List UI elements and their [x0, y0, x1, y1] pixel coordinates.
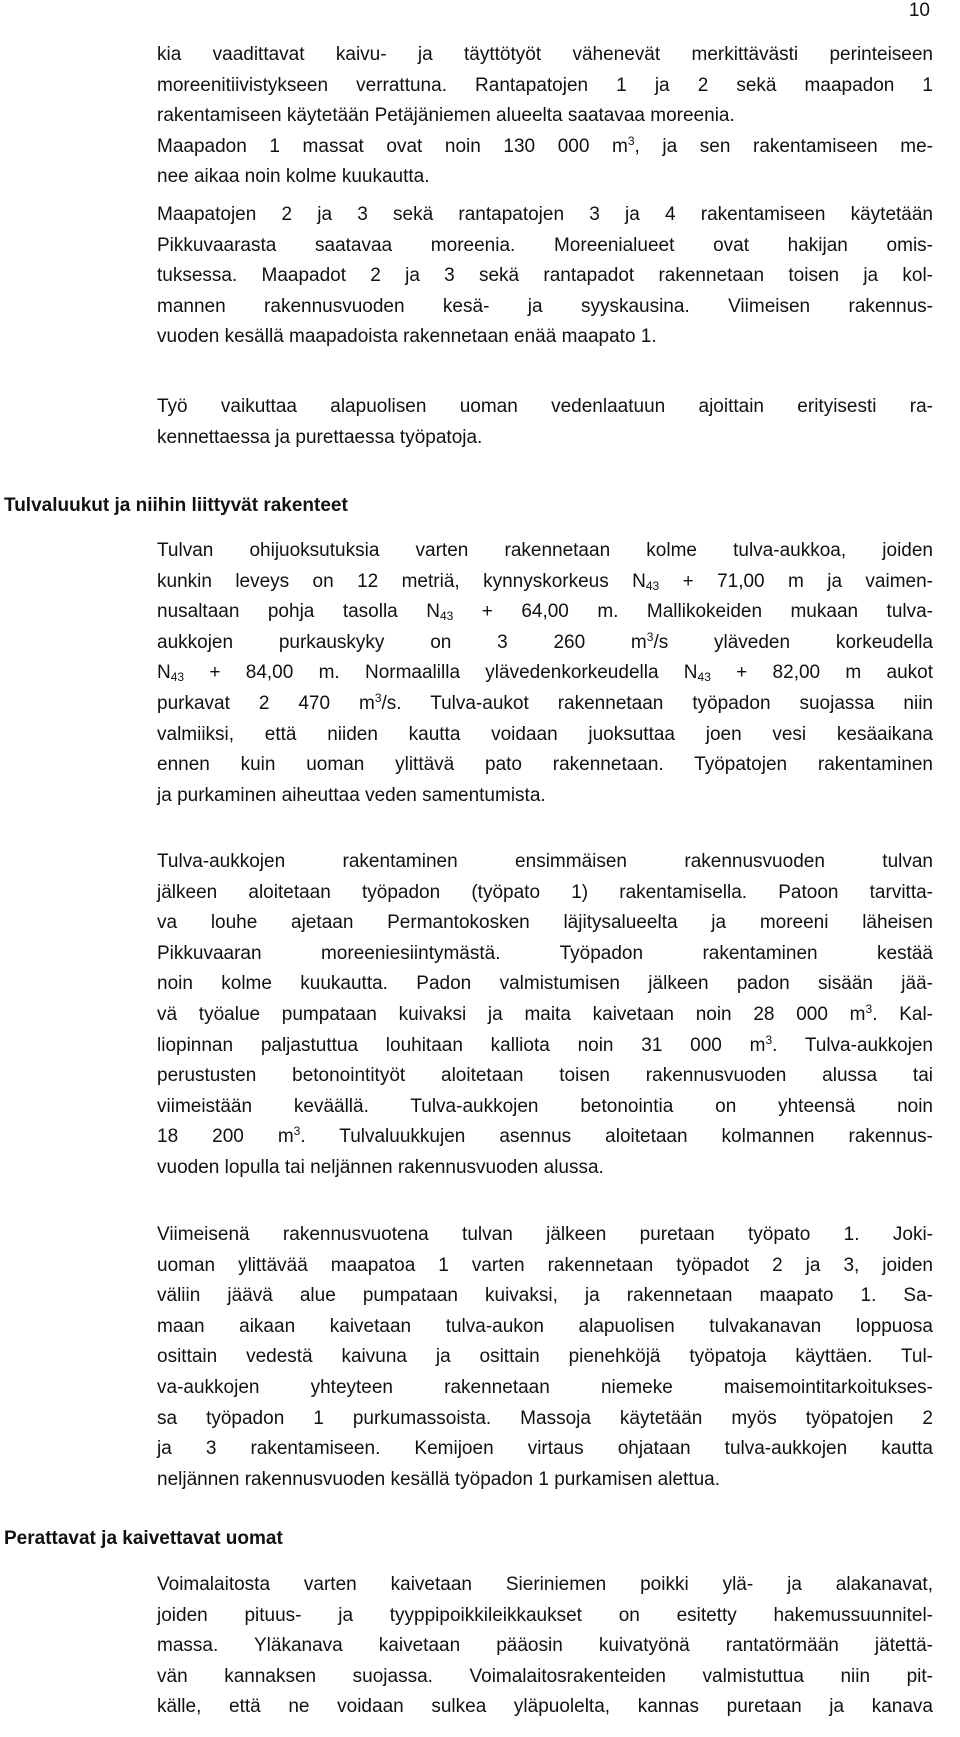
- text-line: joiden pituus- ja tyyppipoikkileikkaukset on esitetty hakemussuunnitel-: [157, 1604, 933, 1626]
- text-line: perustusten betonointityöt aloitetaan toisen rakennusvuoden alussa tai: [157, 1065, 933, 1087]
- text-line: moreenitiivistykseen verrattuna. Rantapatojen 1 ja 2 sekä maapadon 1: [157, 74, 933, 96]
- text-line: Pikkuvaarasta saatavaa moreenia. Moreenialueet ovat hakijan omis-: [157, 234, 933, 256]
- text-line: Työ vaikuttaa alapuolisen uoman vedenlaatuun ajoittain erityisesti ra-: [157, 396, 933, 417]
- text-line: tuksessa. Maapadot 2 ja 3 sekä rantapadot rakennetaan toisen ja kol-: [157, 265, 933, 287]
- text-line: mannen rakennusvuoden kesä- ja syyskausina. Viimeisen rakennus-: [157, 295, 933, 317]
- text-line: massa. Yläkanava kaivetaan pääosin kuivatyönä rantatörmään jätettä-: [157, 1635, 933, 1657]
- text-line: va-aukkojen yhteyteen rakennetaan niemeke maisemointitarkoitukses-: [157, 1376, 933, 1398]
- text-line: väliin jäävä alue pumpataan kuivaksi, ja rakennetaan maapato 1. Sa-: [157, 1285, 933, 1307]
- text-line: jälkeen aloitetaan työpadon (työpato 1) rakentamisella. Patoon tarvitta-: [157, 881, 933, 903]
- text-line: Maapadon 1 massat ovat noin 130 000 $m^3$, ja sen rakentamiseen me-: [157, 133, 933, 157]
- text-line: vuoden kesällä maapadoista rakennetaan enää maapato 1.: [157, 326, 657, 348]
- section-heading-tulvaluukut: Tulvaluukut ja niihin liittyvät rakenteet: [4, 495, 348, 516]
- text-line: Pikkuvaaran moreeniesiintymästä. Työpadon rakentaminen kestää: [157, 942, 933, 964]
- text-line: Viimeisenä rakennusvuotena tulvan jälkeen puretaan työpato 1. Joki-: [157, 1224, 933, 1245]
- text-line: Maapatojen 2 ja 3 sekä rantapatojen 3 ja 4 rakentamiseen käytetään: [157, 204, 933, 225]
- text-line: sa työpadon 1 purkumassoista. Massoja käytetään myös työpatojen 2: [157, 1407, 933, 1429]
- text-line: neljännen rakennusvuoden kesällä työpadon 1 purkamisen alettua.: [157, 1468, 721, 1490]
- text-line: 18 200 $m^3$. Tulvaluukkujen asennus aloitetaan kolmannen rakennus-: [157, 1124, 933, 1148]
- text-line: valmiiksi, että niiden kautta voidaan juoksuttaa joen vesi kesäaikana: [157, 723, 933, 745]
- paragraph-viimeisena-rakennusvuotena: [157, 1220, 933, 1495]
- page-number: 10: [908, 0, 930, 21]
- text-line: nee aikaa noin kolme kuukautta.: [157, 166, 430, 188]
- section-heading-perattavat-uomat: Perattavat ja kaivettavat uomat: [4, 1528, 283, 1549]
- text-line: Voimalaitosta varten kaivetaan Sieriniemen poikki ylä- ja alakanavat,: [157, 1574, 933, 1595]
- text-line: ja purkaminen aiheuttaa veden samentumista.: [157, 784, 546, 806]
- text-line: liopinnan paljastuttua louhitaan kalliota noin 31 000 $m^3$. Tulva-aukkojen: [157, 1032, 933, 1056]
- text-line: aukkojen purkauskyky on 3 260 $m^3/s$ yläveden korkeudella: [157, 629, 933, 653]
- text-line: uoman ylittävää maapatoa 1 varten rakennetaan työpadot 2 ja 3, joiden: [157, 1254, 933, 1276]
- paragraph-maapatojen-2-ja-3: [157, 200, 933, 353]
- paragraph-kanavat: [157, 1570, 933, 1723]
- text-line: $N_{43} + 84,00$ m. Normaalilla ylävedenkorkeudella $N_{43} + 82,00$ m aukot: [157, 662, 933, 685]
- text-line: kia vaadittavat kaivu- ja täyttötyöt vähenevät merkittävästi perinteiseen: [157, 44, 933, 65]
- paragraph-vedenlaatu: [157, 392, 933, 453]
- text-line: ja 3 rakentamiseen. Kemijoen virtaus ohjataan tulva-aukkojen kautta: [157, 1438, 933, 1460]
- text-line: kunkin leveys on 12 metriä, kynnyskorkeus $N_{43} + 71,00$ m ja vaimen-: [157, 570, 933, 593]
- text-line: maan aikaan kaivetaan tulva-aukon alapuolisen tulvakanavan loppuosa: [157, 1315, 933, 1337]
- text-line: vän kannaksen suojassa. Voimalaitosrakenteiden valmistuttua niin pit-: [157, 1665, 933, 1687]
- text-line: nusaltaan pohja tasolla $N_{43} + 64,00$ m. Mallikokeiden mukaan tulva-: [157, 601, 934, 624]
- text-line: kennettaessa ja purettaessa työpatoja.: [157, 426, 483, 448]
- text-line: ennen kuin uoman ylittävä pato rakennetaan. Työpatojen rakentaminen: [157, 754, 933, 776]
- text-line: noin kolme kuukautta. Padon valmistumisen jälkeen padon sisään jää-: [157, 973, 933, 995]
- text-line: viimeistään keväällä. Tulva-aukkojen betonointia on yhteensä noin: [157, 1095, 933, 1117]
- text-line: rakentamiseen käytetään Petäjäniemen alueelta saatavaa moreenia.: [157, 105, 735, 127]
- text-line: vä työalue pumpataan kuivaksi ja maita kaivetaan noin 28 000 $m^3$. Kal-: [157, 1001, 933, 1025]
- text-line: Tulvan ohijuoksutuksia varten rakennetaan kolme tulva-aukkoa, joiden: [157, 540, 933, 561]
- paragraph-maapadot-moreeni: [157, 40, 933, 193]
- text-line: va louhe ajetaan Permantokosken läjitysalueelta ja moreeni läheisen: [157, 912, 933, 934]
- text-line: osittain vedestä kaivuna ja osittain pienehköjä työpatoja käyttäen. Tul-: [157, 1346, 933, 1368]
- paragraph-tulva-aukot: [157, 536, 933, 811]
- paragraph-tulva-aukkojen-rakentaminen: [157, 847, 933, 1184]
- text-line: Tulva-aukkojen rakentaminen ensimmäisen rakennusvuoden tulvan: [157, 851, 933, 872]
- text-line: purkavat 2 470 $m^3/s$. Tulva-aukot rakennetaan työpadon suojassa niin: [157, 690, 933, 714]
- text-line: källe, että ne voidaan sulkea yläpuolelta, kannas puretaan ja kanava: [157, 1696, 933, 1718]
- text-line: vuoden lopulla tai neljännen rakennusvuoden alussa.: [157, 1156, 604, 1178]
